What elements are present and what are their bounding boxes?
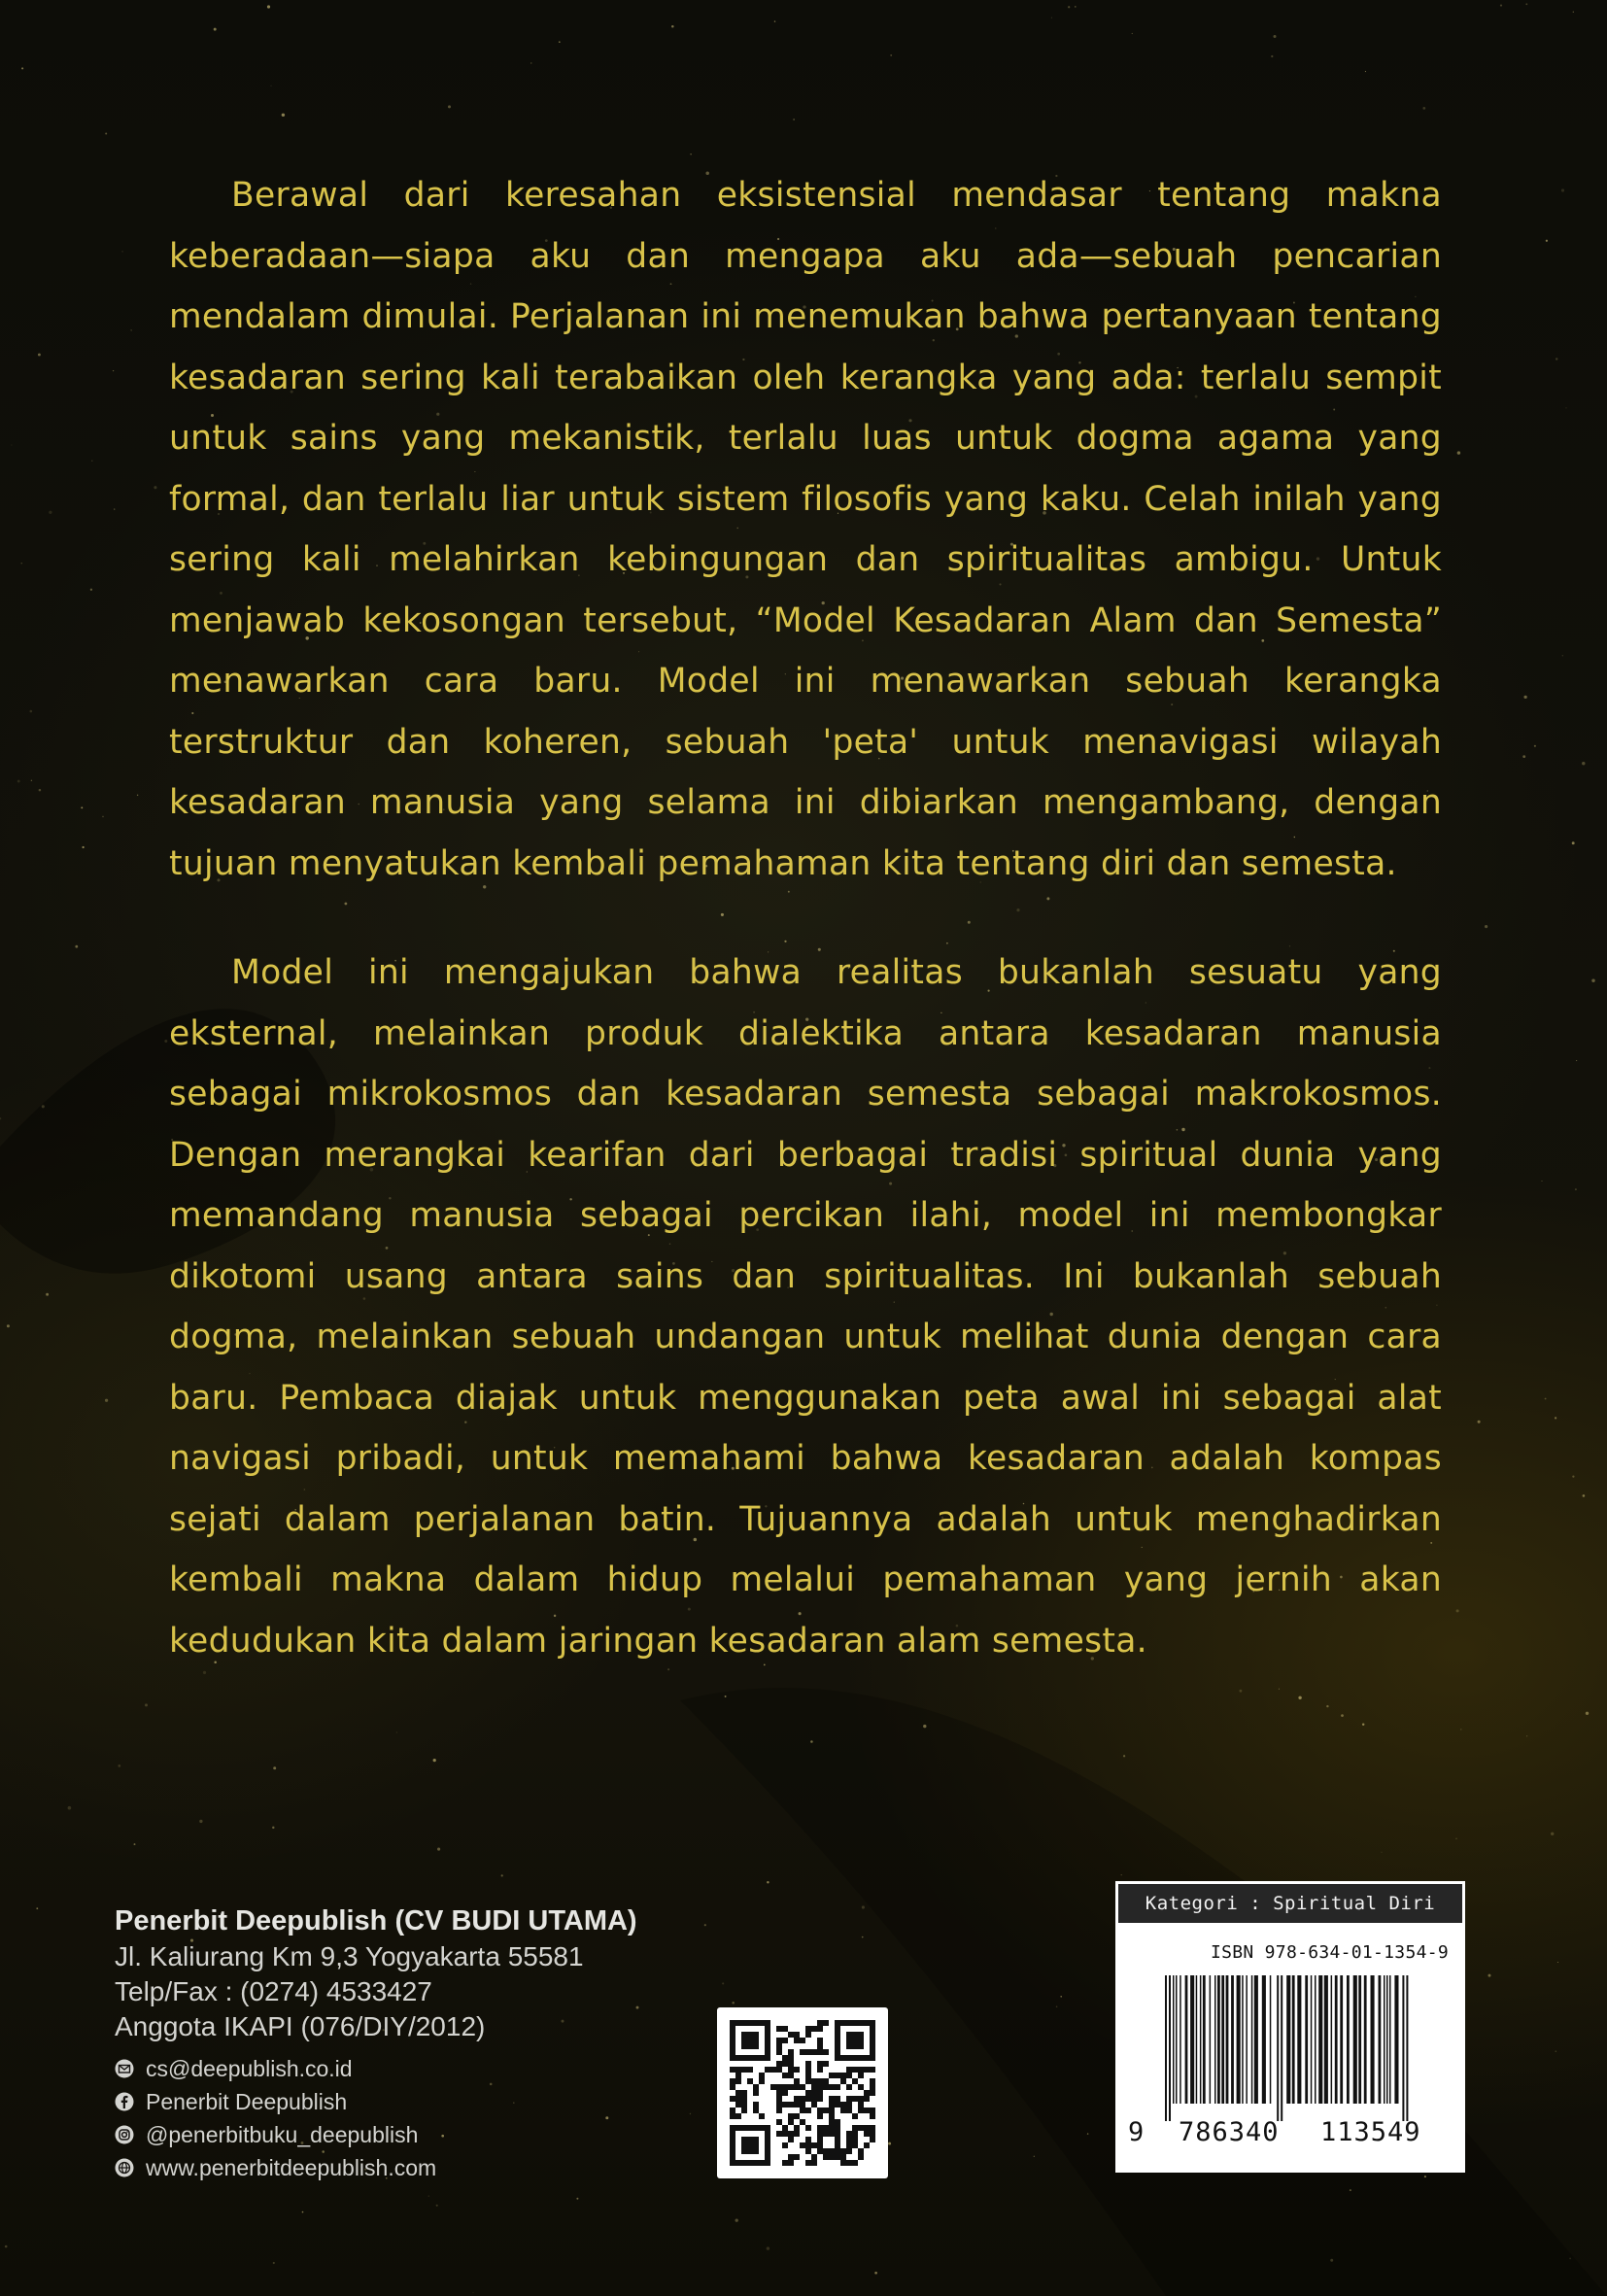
publisher-ikapi: Anggota IKAPI (076/DIY/2012) [115, 2011, 486, 2041]
email-icon [115, 2059, 134, 2078]
isbn-barcode-panel [1115, 1881, 1465, 2173]
publisher-phone: Telp/Fax : (0274) 4533427 [115, 1976, 432, 2006]
contact-email-text: cs@deepublish.co.id [146, 2056, 353, 2081]
publisher-address: Jl. Kaliurang Km 9,3 Yogyakarta 55581 [115, 1941, 584, 1971]
instagram-icon [115, 2125, 134, 2144]
category-label: Kategori : Spiritual Diri [1118, 1884, 1462, 1923]
blurb-paragraph-2: Model ini mengajukan bahwa realitas bukanlah sesuatu yang eksternal, melainkan produk dialektika antara kesadaran manusia sebagai mikrokosmos dan kesadaran semesta sebagai makrokosmos. Dengan merangkai kearifan dari berbagai tradisi spiritual dunia yang memandang manusia sebagai percikan ilahi, model ini membongkar dikotomi usang antara sains dan spiritualitas. Ini bukanlah sebuah dogma, melainkan sebuah undangan untuk melihat dunia dengan cara baru. Pembaca diajak untuk menggunakan peta awal ini sebagai alat navigasi pribadi, untuk memahami bahwa kesadaran adalah kompas sejati dalam perjalanan batin. Tujuannya adalah untuk menghadirkan kembali makna dalam hidup melalui pemahaman yang jernih akan kedudukan kita dalam jaringan kesadaran alam semesta. [169, 953, 1442, 1661]
qr-code[interactable] [717, 2007, 888, 2178]
blurb-paragraph-1: Berawal dari keresahan eksistensial mendasar tentang makna keberadaan—siapa aku dan mengapa aku ada—sebuah pencarian mendalam dimulai. Perjalanan ini menemukan bahwa pertanyaan tentang kesadaran sering kali terabaikan oleh kerangka yang ada: terlalu sempit untuk sains yang mekanistik, terlalu luas untuk dogma agama yang formal, dan terlalu liar untuk sistem filosofis yang kaku. Celah inilah yang sering kali melahirkan kebingungan dan spiritualitas ambigu. Untuk menjawab kekosongan tersebut, “Model Kesadaran Alam dan Semesta” menawarkan cara baru. Model ini menawarkan sebuah kerangka terstruktur dan koheren, sebuah 'peta' untuk menavigasi wilayah kesadaran manusia yang selama ini dibiarkan mengambang, dengan tujuan menyatukan kembali pemahaman kita tentang diri dan semesta. [169, 176, 1442, 883]
contact-facebook [115, 2085, 736, 2118]
barcode-digit-first: 9 [1128, 2117, 1145, 2147]
contact-facebook-text: Penerbit Deepublish [146, 2089, 348, 2114]
contact-instagram-text: @penerbitbuku_deepublish [146, 2122, 419, 2147]
globe-icon [115, 2158, 134, 2177]
barcode-digits-right: 113549 [1320, 2117, 1421, 2147]
barcode-image [1136, 1975, 1447, 2121]
publisher-name: Penerbit Deepublish (CV BUDI UTAMA) [115, 1905, 637, 1936]
facebook-icon [115, 2092, 134, 2111]
contact-email [115, 2052, 736, 2085]
publisher-info [115, 1902, 736, 2184]
contact-instagram [115, 2118, 736, 2151]
contact-website [115, 2151, 736, 2184]
contact-list [115, 2052, 736, 2184]
isbn-number: ISBN 978-634-01-1354-9 [1210, 1942, 1449, 1963]
barcode-digits-left: 786340 [1179, 2117, 1280, 2147]
contact-website-text: www.penerbitdeepublish.com [146, 2155, 437, 2180]
qr-code-image [717, 2007, 888, 2178]
